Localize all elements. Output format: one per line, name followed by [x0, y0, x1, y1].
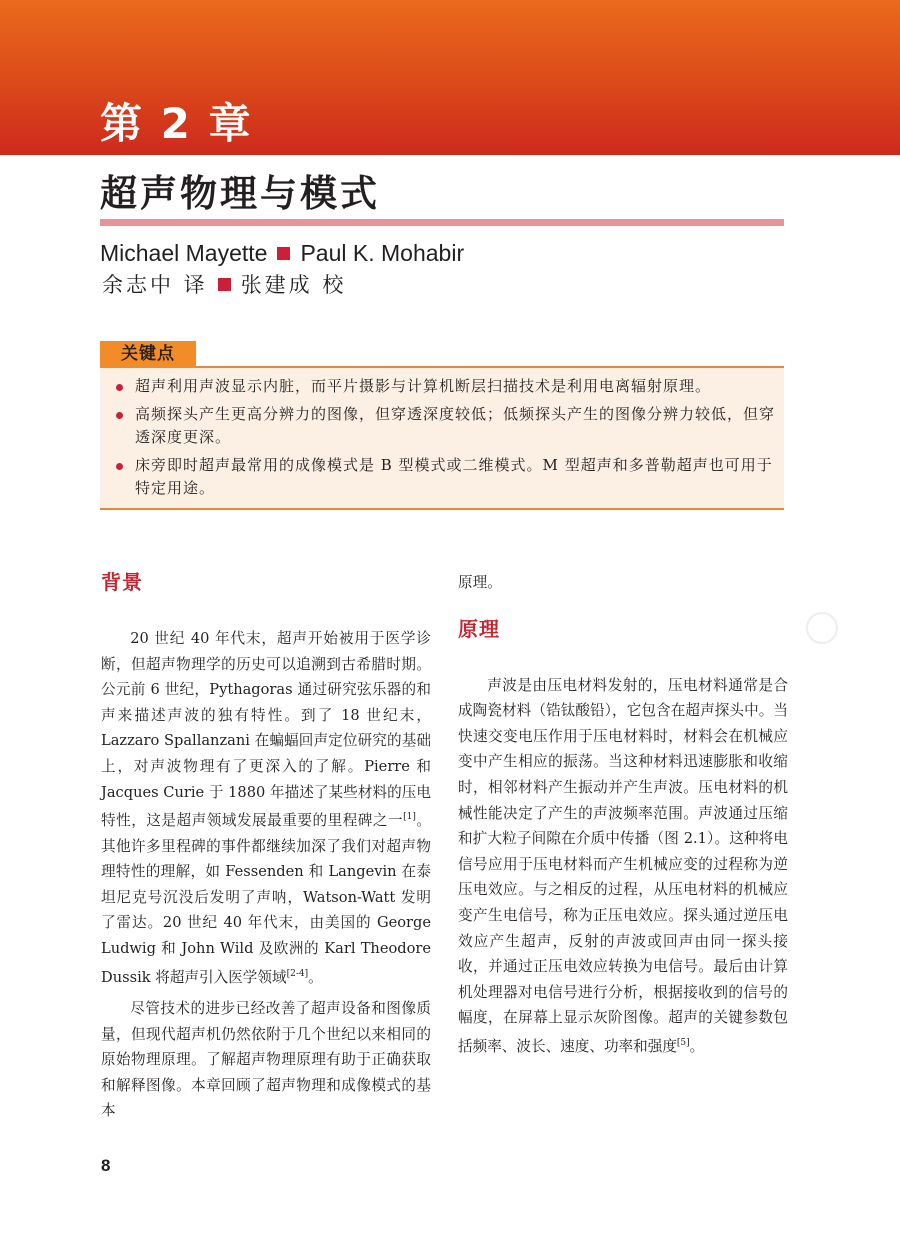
page-edge-watermark-icon [806, 612, 838, 644]
bullet-icon [116, 384, 123, 391]
right-column [458, 565, 788, 1059]
page-number: 8 [101, 1156, 111, 1175]
citation: [2-4] [286, 968, 309, 979]
paragraph-continuation: 原理。 [458, 574, 502, 591]
section-heading-principles: 原理 [458, 616, 500, 641]
chapter-title: 超声物理与模式 [100, 172, 380, 215]
list-item: 床旁即时超声最常用的成像模式是 B 型模式或二维模式。M 型超声和多普勒超声也可用于特定用途。 [115, 454, 775, 500]
author-name: Paul K. Mohabir [300, 240, 465, 266]
paragraph: 声波是由压电材料发射的，压电材料通常是合成陶瓷材料（锆钛酸铅），它包含在超声探头中。当快速交变电压作用于压电材料时，材料会在机械应变中产生相应的振荡。当这种材料迅速膨胀和收缩时，相邻材料产生振动并产生声波。压电材料的机械性能决定了产生的声波频率范围。声波通过压缩和扩大粒子间隙在介质中传播（图 2.1）。这种将电信号应用于压电材料而产生机械应变的过程称为逆压电效应。与之相反的过程，从压电材料的机械应变产生电信号，称为正压电效应。探头通过逆压电效应产生超声，反射的声波或回声由同一探头接收，并通过正压电效应转换为电信号。最后由计算机处理器对电信号进行分析，根据接收到的信号的幅度，在屏幕上显示灰阶图像。超声的关键参数包括频率、波长、速度、功率和强度[5]。 [458, 676, 788, 1055]
bullet-icon [116, 412, 123, 419]
title-divider [100, 219, 784, 226]
author-name: Michael Mayette [100, 240, 268, 266]
bullet-icon [116, 463, 123, 470]
key-points-label: 关键点 [100, 341, 196, 368]
left-column [101, 565, 431, 1124]
citation: [5] [676, 1037, 690, 1048]
chapter-number: 第 2 章 [100, 99, 253, 148]
separator-square-icon [218, 278, 231, 291]
reviewer: 张建成 校 [240, 273, 347, 297]
key-points-list [115, 375, 775, 505]
paragraph: 尽管技术的进步已经改善了超声设备和图像质量，但现代超声机仍然依附于几个世纪以来相同的原始物理原理。了解超声物理原理有助于正确获取和解释图像。本章回顾了超声物理和成像模式的基本 [101, 1000, 431, 1120]
translator-line [102, 270, 346, 300]
paragraph: 20 世纪 40 年代末，超声开始被用于医学诊断，但超声物理学的历史可以追溯到古希腊时期。公元前 6 世纪，Pythagoras 通过研究弦乐器的和声来描述声波的独有特性。到了 18 世纪末，Lazzaro Spallanzani 在蝙蝠回声定位研究的基础上，对声波物理有了更深入的了解。Pierre 和 Jacques Curie 于 1880 年描述了某些材料的压电特性，这是超声领域发展最重要的里程碑之一[1]。其他许多里程碑的事件都继续加深了我们对超声物理特性的理解，如 Fessenden 和 Langevin 在泰坦尼克号沉没后发明了声呐，Watson-Watt 发明了雷达。20 世纪 40 年代末，由美国的 George Ludwig 和 John Wild 及欧洲的 Karl Theodore Dussik 将超声引入医学领域[2-4]。 [101, 630, 431, 986]
citation: [1] [403, 812, 416, 823]
list-item: 超声利用声波显示内脏，而平片摄影与计算机断层扫描技术是利用电离辐射原理。 [115, 375, 775, 398]
section-heading-background: 背景 [101, 570, 143, 594]
translator: 余志中 译 [102, 273, 208, 297]
separator-square-icon [277, 247, 290, 260]
list-item: 高频探头产生更高分辨力的图像，但穿透深度较低；低频探头产生的图像分辨力较低，但穿透深度更深。 [115, 403, 775, 449]
author-line [100, 238, 464, 268]
